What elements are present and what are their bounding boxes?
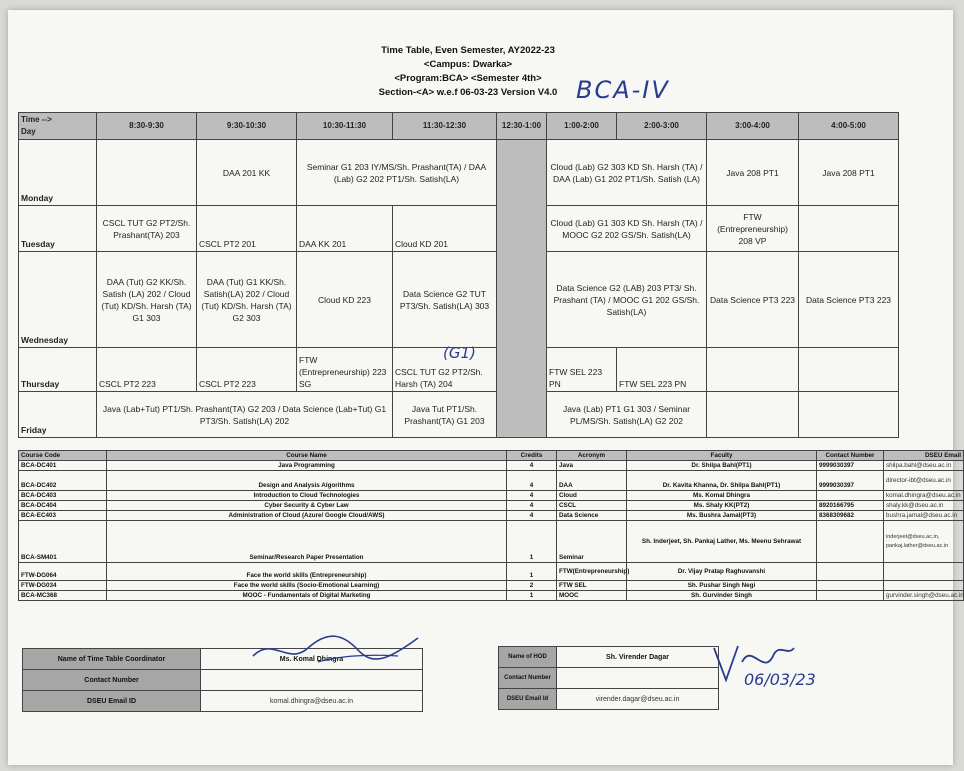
- friday-row: [19, 392, 899, 438]
- course-name: Cyber Security & Cyber Law: [107, 501, 507, 511]
- course-credits: 4: [507, 461, 557, 471]
- class-cell: FTW (Entrepreneurship) 208 VP: [707, 206, 799, 252]
- course-faculty: Sh. Inderjeet, Sh. Pankaj Lather, Ms. Meenu Sehrawat: [627, 521, 817, 563]
- slot-header: 12:30-1:00: [497, 113, 547, 140]
- course-credits: 1: [507, 563, 557, 581]
- class-cell: Data Science G2 (LAB) 203 PT3/ Sh. Prashant (TA) / MOOC G1 202 GS/Sh. Satish(LA): [547, 252, 707, 348]
- course-name: Java Programming: [107, 461, 507, 471]
- class-cell: Java (Lab) PT1 G1 303 / Seminar PL/MS/Sh. Satish(LA) G2 202: [547, 392, 707, 438]
- hod-name-label: Name of HOD: [499, 647, 557, 668]
- course-contact: 9999030397: [817, 461, 884, 471]
- course-code: BCA-DC402: [19, 471, 107, 491]
- hod-email: virender.dagar@dseu.ac.in: [557, 689, 719, 710]
- slot-header: 2:00-3:00: [617, 113, 707, 140]
- day-label: Wednesday: [19, 252, 97, 348]
- course-header-row: [19, 451, 964, 461]
- col-header-credits: Credits: [507, 451, 557, 461]
- coordinator-contact-row: [23, 670, 423, 691]
- slot-header: 4:00-5:00: [799, 113, 899, 140]
- course-faculty: Dr. Shilpa Bahl(PT1): [627, 461, 817, 471]
- class-cell: DAA KK 201: [297, 206, 393, 252]
- class-cell: CSCL PT2 223: [97, 348, 197, 392]
- col-header-acronym: Acronym: [557, 451, 627, 461]
- class-cell: [799, 206, 899, 252]
- course-name: Face the world skills (Socio-Emotional Learning): [107, 581, 507, 591]
- lunch-break: [497, 140, 547, 438]
- course-email: [884, 581, 964, 591]
- table-row: [19, 461, 964, 471]
- day-label: Friday: [19, 392, 97, 438]
- col-header-name: Course Name: [107, 451, 507, 461]
- course-credits: 1: [507, 591, 557, 601]
- course-code: BCA-SM401: [19, 521, 107, 563]
- course-name: MOOC - Fundamentals of Digital Marketing: [107, 591, 507, 601]
- course-email: komal.dhingra@dseu.ac.in: [884, 491, 964, 501]
- table-row: [19, 501, 964, 511]
- course-faculty: Sh. Pushar Singh Negi: [627, 581, 817, 591]
- thursday-row: [19, 348, 899, 392]
- course-table: [18, 450, 964, 601]
- table-row: [19, 521, 964, 563]
- course-contact: [817, 581, 884, 591]
- table-row: [19, 491, 964, 501]
- course-contact: [817, 521, 884, 563]
- class-cell: FTW (Entrepreneurship) 223 SG: [297, 348, 393, 392]
- weekly-timetable: [18, 112, 899, 438]
- class-cell: [97, 140, 197, 206]
- course-acronym: MOOC: [557, 591, 627, 601]
- course-faculty: Ms. Bushra Jamal(PT3): [627, 511, 817, 521]
- slot-header: 3:00-4:00: [707, 113, 799, 140]
- class-cell: Cloud KD 201: [393, 206, 497, 252]
- timetable-document: [8, 10, 964, 765]
- class-cell: CSCL TUT G2 PT2/Sh. Harsh (TA) 204: [393, 348, 497, 392]
- hod-name-row: [499, 647, 719, 668]
- slot-header: 8:30-9:30: [97, 113, 197, 140]
- coordinator-email-row: [23, 691, 423, 712]
- class-cell: Data Science PT3 223: [799, 252, 899, 348]
- class-cell: Cloud (Lab) G2 303 KD Sh. Harsh (TA) / DAA (Lab) G1 202 PT1/Sh. Satish (LA): [547, 140, 707, 206]
- course-acronym: CSCL: [557, 501, 627, 511]
- course-acronym: Data Science: [557, 511, 627, 521]
- slot-header: 10:30-11:30: [297, 113, 393, 140]
- course-email: gurvinder.singh@dseu.ac.in: [884, 591, 964, 601]
- course-faculty: Ms. Komal Dhingra: [627, 491, 817, 501]
- coordinator-name-label: Name of Time Table Coordinator: [23, 649, 201, 670]
- time-day-label: Time --> Day: [19, 113, 97, 140]
- table-row: [19, 591, 964, 601]
- course-acronym: Java: [557, 461, 627, 471]
- table-row: [19, 581, 964, 591]
- course-credits: 1: [507, 521, 557, 563]
- class-cell: Data Science PT3 223: [707, 252, 799, 348]
- course-faculty: Sh. Gurvinder Singh: [627, 591, 817, 601]
- course-code: FTW-DG034: [19, 581, 107, 591]
- hod-name: Sh. Virender Dagar: [557, 647, 719, 668]
- handwritten-g1-note: (G1): [443, 344, 476, 362]
- class-cell: DAA 201 KK: [197, 140, 297, 206]
- class-cell: CSCL PT2 201: [197, 206, 297, 252]
- slot-header: 9:30-10:30: [197, 113, 297, 140]
- coordinator-name: Ms. Komal Dhingra: [201, 649, 423, 670]
- coordinator-email-label: DSEU Email ID: [23, 691, 201, 712]
- header-title: Time Table, Even Semester, AY2022-23: [381, 45, 555, 56]
- coordinator-email: komal.dhingra@dseu.ac.in: [201, 691, 423, 712]
- class-cell: Java (Lab+Tut) PT1/Sh. Prashant(TA) G2 203 / Data Science (Lab+Tut) G1 PT3/Sh. Satish(LA) 202: [97, 392, 393, 438]
- class-cell: [799, 348, 899, 392]
- class-cell: Java Tut PT1/Sh. Prashant(TA) G1 203: [393, 392, 497, 438]
- course-contact: [817, 491, 884, 501]
- class-cell: Cloud (Lab) G1 303 KD Sh. Harsh (TA) / MOOC G2 202 GS/Sh. Satish(LA): [547, 206, 707, 252]
- course-contact: 8920166795: [817, 501, 884, 511]
- class-cell: FTW SEL 223 PN: [547, 348, 617, 392]
- hod-contact-label: Contact Number: [499, 668, 557, 689]
- class-cell: Seminar G1 203 IY/MS/Sh. Prashant(TA) / DAA (Lab) G2 202 PT1/Sh. Satish(LA): [297, 140, 497, 206]
- course-email: bushra.jamal@dseu.ac.in: [884, 511, 964, 521]
- class-cell: [707, 392, 799, 438]
- course-contact: 9999030397: [817, 471, 884, 491]
- table-row: [19, 563, 964, 581]
- col-header-email: DSEU Email: [884, 451, 964, 461]
- slot-header: 1:00-2:00: [547, 113, 617, 140]
- course-code: BCA-DC404: [19, 501, 107, 511]
- class-cell: CSCL PT2 223: [197, 348, 297, 392]
- course-email: inderjeet@dseu.ac.in, pankaj.lather@dseu.ac.in: [884, 521, 964, 563]
- course-credits: 2: [507, 581, 557, 591]
- course-acronym: DAA: [557, 471, 627, 491]
- course-name: Seminar/Research Paper Presentation: [107, 521, 507, 563]
- class-cell: DAA (Tut) G2 KK/Sh. Satish (LA) 202 / Cloud (Tut) KD/Sh. Harsh (TA) G1 303: [97, 252, 197, 348]
- course-email: director-ibt@dseu.ac.in: [884, 471, 964, 491]
- course-contact: 8368309682: [817, 511, 884, 521]
- coordinator-contact-label: Contact Number: [23, 670, 201, 691]
- course-contact: [817, 591, 884, 601]
- slot-header: 11:30-12:30: [393, 113, 497, 140]
- class-cell: DAA (Tut) G1 KK/Sh. Satish(LA) 202 / Cloud (Tut) KD/Sh. Harsh (TA) G2 303: [197, 252, 297, 348]
- course-name: Face the world skills (Entrepreneurship): [107, 563, 507, 581]
- course-faculty: Ms. Shaly KK(PT2): [627, 501, 817, 511]
- course-code: BCA-DC403: [19, 491, 107, 501]
- course-code: BCA-DC401: [19, 461, 107, 471]
- header-campus: <Campus: Dwarka>: [423, 59, 513, 70]
- handwritten-bca-iv: BCA-IV: [576, 76, 670, 104]
- course-credits: 4: [507, 471, 557, 491]
- course-contact: [817, 563, 884, 581]
- time-header-row: [19, 113, 899, 140]
- handwritten-sign-date: 06/03/23: [744, 670, 816, 689]
- class-cell: Cloud KD 223: [297, 252, 393, 348]
- class-cell: FTW SEL 223 PN: [617, 348, 707, 392]
- coordinator-signature: [248, 626, 428, 672]
- course-name: Design and Analysis Algorithms: [107, 471, 507, 491]
- course-code: BCA-MC368: [19, 591, 107, 601]
- course-name: Administration of Cloud (Azure/ Google Cloud/AWS): [107, 511, 507, 521]
- header-section: Section-<A> w.e.f 06-03-23 Version V4.0: [378, 87, 558, 98]
- course-code: BCA-EC403: [19, 511, 107, 521]
- course-credits: 4: [507, 491, 557, 501]
- course-email: [884, 563, 964, 581]
- course-credits: 4: [507, 501, 557, 511]
- day-label: Monday: [19, 140, 97, 206]
- hod-email-row: [499, 689, 719, 710]
- course-email: shaly.kk@dseu.ac.in: [884, 501, 964, 511]
- tuesday-row: [19, 206, 899, 252]
- course-credits: 4: [507, 511, 557, 521]
- course-code: FTW-DG064: [19, 563, 107, 581]
- course-acronym: FTW(Entrepreneurship): [557, 563, 627, 581]
- coordinator-contact: [201, 670, 423, 691]
- course-email: shilpa.bahl@dseu.ac.in: [884, 461, 964, 471]
- class-cell: Data Science G2 TUT PT3/Sh. Satish(LA) 303: [393, 252, 497, 348]
- course-faculty: Dr. Kavita Khanna, Dr. Shilpa Bahl(PT1): [627, 471, 817, 491]
- course-faculty: Dr. Vijay Pratap Raghuvanshi: [627, 563, 817, 581]
- class-cell: CSCL TUT G2 PT2/Sh. Prashant(TA) 203: [97, 206, 197, 252]
- col-header-faculty: Faculty: [627, 451, 817, 461]
- wednesday-row: [19, 252, 899, 348]
- class-cell: [707, 348, 799, 392]
- course-acronym: FTW SEL: [557, 581, 627, 591]
- hod-email-label: DSEU Email Id: [499, 689, 557, 710]
- col-header-contact: Contact Number: [817, 451, 884, 461]
- hod-contact-row: [499, 668, 719, 689]
- hod-contact: [557, 668, 719, 689]
- monday-row: [19, 140, 899, 206]
- col-header-code: Course Code: [19, 451, 107, 461]
- class-cell: [799, 392, 899, 438]
- class-cell: Java 208 PT1: [799, 140, 899, 206]
- hod-block: [498, 646, 719, 710]
- course-name: Introduction to Cloud Technologies: [107, 491, 507, 501]
- class-cell: Java 208 PT1: [707, 140, 799, 206]
- course-acronym: Cloud: [557, 491, 627, 501]
- table-row: [19, 471, 964, 491]
- day-label: Thursday: [19, 348, 97, 392]
- header-program: <Program:BCA> <Semester 4th>: [394, 73, 542, 84]
- course-acronym: Seminar: [557, 521, 627, 563]
- day-label: Tuesday: [19, 206, 97, 252]
- table-row: [19, 511, 964, 521]
